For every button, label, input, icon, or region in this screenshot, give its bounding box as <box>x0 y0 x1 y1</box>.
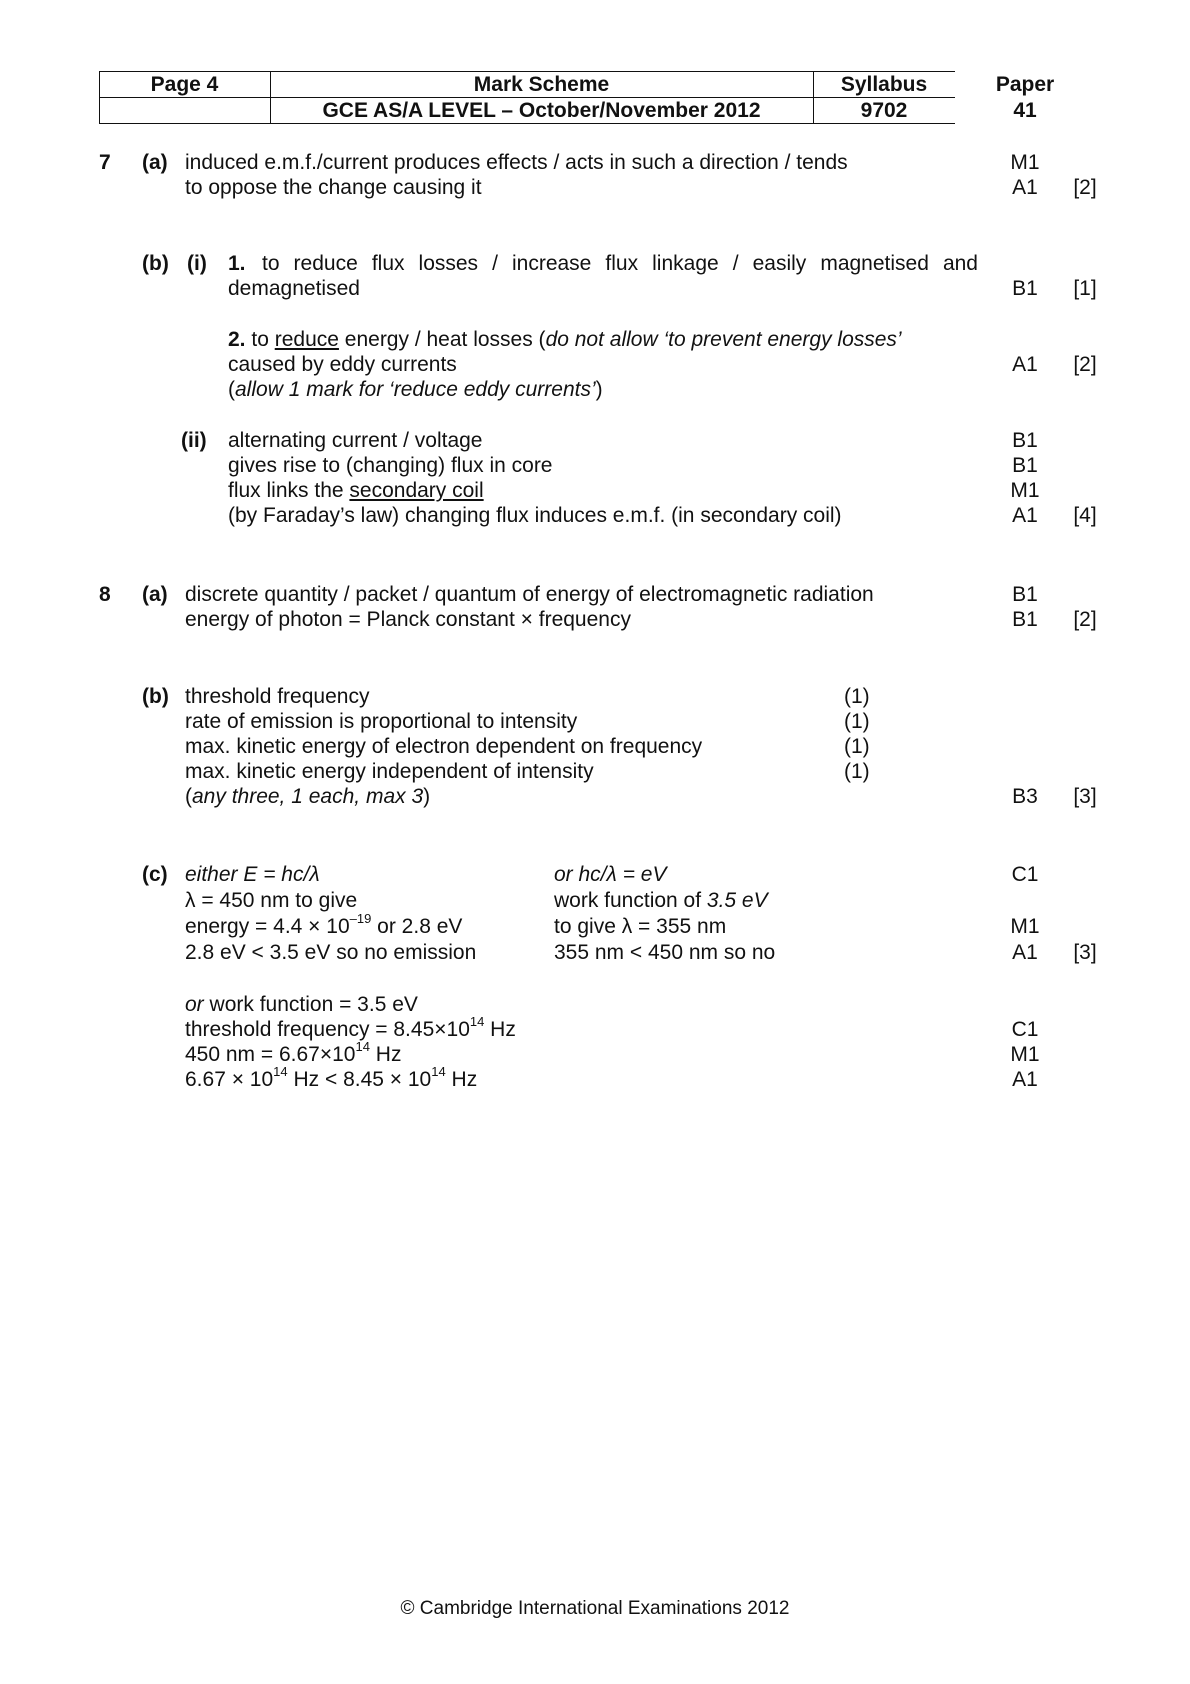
q8a-mark2: B1 <box>1012 608 1038 631</box>
q7a-label: (a) <box>142 151 168 174</box>
q8b-item: rate of emission is proportional to intensity <box>185 710 578 733</box>
q7b-ii-mark1: B1 <box>1012 429 1038 452</box>
q7b-i2-line2: caused by eddy currents <box>228 353 457 376</box>
q8a-line1: discrete quantity / packet / quantum of energy of electromagnetic radiation <box>185 583 874 606</box>
q8c-left-line4: 2.8 eV < 3.5 eV so no emission <box>185 941 477 964</box>
q7b-ii-mark4: A1 <box>1012 504 1038 527</box>
q8c-label: (c) <box>142 863 168 886</box>
header-title: Mark Scheme <box>473 73 610 96</box>
q7b-i1-num: 1. <box>228 252 246 275</box>
q8c-mark1: C1 <box>1011 863 1039 886</box>
q7b-i2-total: [2] <box>1073 353 1097 376</box>
q8b-item-mark: (1) <box>844 735 870 758</box>
q7b-ii-label: (ii) <box>181 429 207 452</box>
q7b-ii-total: [4] <box>1073 504 1097 527</box>
q7b-ii-mark3: M1 <box>1010 479 1040 502</box>
header-paper-label: Paper <box>995 73 1055 96</box>
q8b-note: (any three, 1 each, max 3) <box>185 785 431 808</box>
q8c-alt-line4: $6.67 \times 10^{14}$ $Hz < 8.45 \times 10^{14}$ Hz <box>185 1064 478 1091</box>
q8c-left-line1: either E = hc/λ <box>185 863 320 886</box>
header-subtitle: GCE AS/A LEVEL – October/November 2012 <box>322 99 761 122</box>
q8c-mark3: M1 <box>1010 915 1040 938</box>
q7b-ii-line1: alternating current / voltage <box>228 429 483 452</box>
q8a-line2: energy of photon = Planck constant × frequency <box>185 608 631 631</box>
copyright-footer: © Cambridge International Examinations 2012 <box>400 1598 790 1619</box>
header-syllabus-label: Syllabus <box>840 73 928 96</box>
q8c-alt-mark2: M1 <box>1010 1043 1040 1066</box>
q8c-alt-line3: 450 nm = $6.67\times 10^{14}$ Hz <box>185 1039 402 1066</box>
q8a-total: [2] <box>1073 608 1097 631</box>
header-syllabus-value: 9702 <box>860 99 908 122</box>
q8c-right-line4: 355 nm < 450 nm so no <box>554 941 776 964</box>
q8c-right-line3: to give λ = 355 nm <box>554 915 727 938</box>
q7b-label: (b) <box>142 252 169 275</box>
q8b-mark: B3 <box>1012 785 1038 808</box>
q8b-item-mark: (1) <box>844 710 870 733</box>
q8c-right-line2: work function of 3.5 eV <box>554 889 768 912</box>
q8b-item: max. kinetic energy of electron dependent on frequency <box>185 735 703 758</box>
q8a-label: (a) <box>142 583 168 606</box>
q8c-right-line1: or hc/λ = eV <box>554 863 667 886</box>
q8b-item-mark: (1) <box>844 760 870 783</box>
q8b-total: [3] <box>1073 785 1097 808</box>
q8c-alt-mark1: C1 <box>1011 1018 1039 1041</box>
q7b-i2-line1: 2. to reduce energy / heat losses (do not allow ‘to prevent energy losses’ <box>228 328 902 351</box>
q8c-mark4: A1 <box>1012 941 1038 964</box>
q8-number: 8 <box>99 583 111 606</box>
q8c-left-line3: energy = $4.4 \times 10^{-19}$ or 2.8 eV <box>185 911 463 938</box>
q7b-ii-mark2: B1 <box>1012 454 1038 477</box>
q7a-total: [2] <box>1073 176 1097 199</box>
q7-number: 7 <box>99 151 111 174</box>
header-paper-value: 41 <box>1013 99 1037 122</box>
q7b-i2-line3: (allow 1 mark for ‘reduce eddy currents’) <box>228 378 603 401</box>
q7a-line2: to oppose the change causing it <box>185 176 482 199</box>
q7b-ii-line4: (by Faraday’s law) changing flux induces e.m.f. (in secondary coil) <box>228 504 842 527</box>
q7b-i1-mark: B1 <box>1012 277 1038 300</box>
q7a-mark2: A1 <box>1012 176 1038 199</box>
q7a-line1: induced e.m.f./current produces effects / acts in such a direction / tends <box>185 151 848 174</box>
q7b-i1-line2: demagnetised <box>228 277 360 300</box>
q8c-alt-line2: threshold frequency = $8.45\times 10^{14}$ Hz <box>185 1014 516 1041</box>
q7a-mark1: M1 <box>1010 151 1040 174</box>
q8c-alt-mark3: A1 <box>1012 1068 1038 1091</box>
q7b-ii-line3: flux links the secondary coil <box>228 479 484 502</box>
header-table <box>99 71 955 124</box>
q8b-item: threshold frequency <box>185 685 370 708</box>
q8b-item: max. kinetic energy independent of intensity <box>185 760 594 783</box>
q8a-mark1: B1 <box>1012 583 1038 606</box>
header-page: Page 4 <box>150 73 219 96</box>
q8c-total: [3] <box>1073 941 1097 964</box>
q8c-alt-line1: or work function = 3.5 eV <box>185 993 418 1016</box>
q8b-label: (b) <box>142 685 169 708</box>
q7b-ii-line2: gives rise to (changing) flux in core <box>228 454 553 477</box>
q8b-item-mark: (1) <box>844 685 870 708</box>
q7b-i-label: (i) <box>187 252 207 275</box>
q7b-i1-total: [1] <box>1073 277 1097 300</box>
q7b-i1-line1: to reduce flux losses / increase flux linkage / easily magnetised and <box>262 252 978 275</box>
q8c-left-line2: λ = 450 nm to give <box>185 889 358 912</box>
q7b-i2-mark: A1 <box>1012 353 1038 376</box>
